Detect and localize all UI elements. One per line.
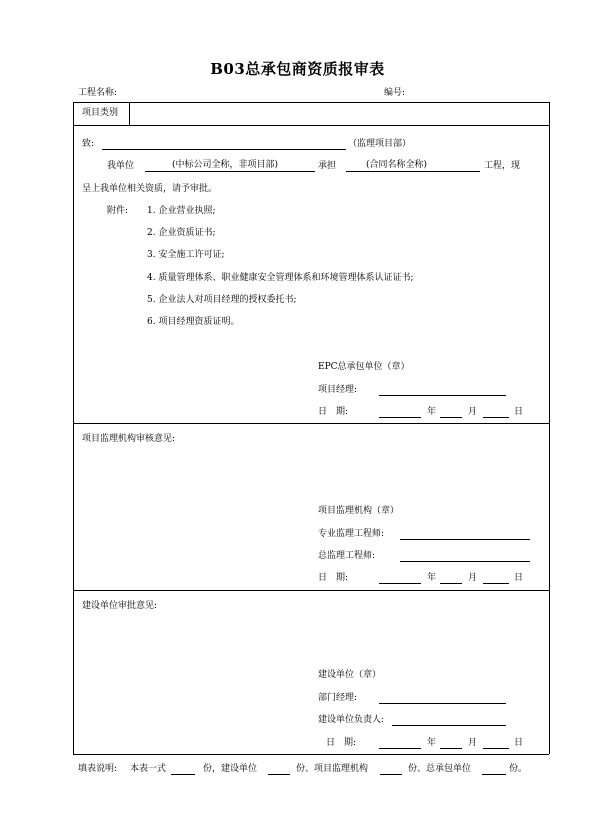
project-manager-label: 项目经理: [318, 385, 358, 395]
supervision-label: （监理项目部） [348, 139, 412, 149]
our-unit-hint: (中标公司全称，非项目部) [172, 160, 279, 170]
date-label: 日 期: [318, 573, 349, 583]
month-label: 月 [468, 573, 478, 583]
epc-unit-seal-label: EPC总承包单位（章） [318, 362, 410, 372]
contractor-copies-field[interactable] [482, 774, 506, 775]
our-unit-field[interactable] [145, 171, 315, 172]
year-field[interactable] [379, 748, 421, 749]
footer-owner-copies: 份，建设单位 [203, 764, 258, 774]
month-label: 月 [468, 407, 478, 417]
owner-seal-label: 建设单位（章） [318, 670, 382, 680]
footer-contractor-copies: 份、总承包单位 [408, 764, 472, 774]
professional-engineer-field[interactable] [400, 539, 530, 540]
footer-copies-total: 本表一式 [130, 764, 167, 774]
day-field[interactable] [483, 748, 509, 749]
month-label: 月 [468, 738, 478, 748]
supervision-copies-field[interactable] [380, 774, 402, 775]
attachment-item: 6. 项目经理资质证明。 [147, 317, 240, 327]
owner-head-field[interactable] [392, 725, 506, 726]
attachment-item: 5. 企业法人对项目经理的授权委托书; [147, 295, 297, 305]
month-field[interactable] [440, 417, 462, 418]
date-label: 日 期: [326, 738, 357, 748]
attachment-item: 1. 企业营业执照; [147, 206, 216, 216]
contract-hint: (合同名称全称) [366, 160, 428, 170]
date-label: 日 期: [318, 407, 349, 417]
dept-manager-field[interactable] [379, 703, 506, 704]
number-label: 编号: [384, 88, 406, 98]
dept-manager-label: 部门经理: [318, 693, 358, 703]
owner-head-label: 建设单位负责人: [318, 715, 385, 725]
category-label: 项目类别 [82, 108, 119, 118]
category-value-field[interactable] [130, 103, 548, 124]
chief-engineer-label: 总监理工程师: [318, 551, 376, 561]
month-field[interactable] [440, 748, 462, 749]
our-unit-label: 我单位 [107, 161, 135, 171]
month-field[interactable] [440, 583, 462, 584]
project-suffix: 工程，现 [484, 161, 521, 171]
owner-opinion-field[interactable] [80, 615, 540, 663]
day-label: 日 [514, 738, 524, 748]
supervision-opinion-label: 项目监理机构审核意见: [82, 434, 176, 444]
supervision-opinion-field[interactable] [80, 448, 540, 498]
attachment-item: 2. 企业资质证书; [147, 228, 216, 238]
chief-engineer-field[interactable] [400, 561, 530, 562]
project-name-label: 工程名称: [78, 88, 118, 98]
owner-opinion-label: 建设单位审批意见: [82, 601, 158, 611]
day-label: 日 [514, 573, 524, 583]
footer-end: 份。 [509, 764, 528, 774]
year-field[interactable] [379, 583, 421, 584]
form-title: B03总承包商资质报审表 [210, 60, 385, 78]
attachment-item: 3. 安全施工许可证; [147, 250, 225, 260]
footer-supervision-copies: 份、项目监理机构 [296, 764, 369, 774]
day-field[interactable] [483, 583, 509, 584]
footer-note-label: 填表说明: [78, 764, 118, 774]
undertake-label: 承担 [318, 161, 337, 171]
day-label: 日 [514, 407, 524, 417]
supervision-name-field[interactable] [102, 149, 346, 150]
year-label: 年 [427, 573, 437, 583]
copies-total-field[interactable] [171, 774, 195, 775]
year-label: 年 [427, 738, 437, 748]
year-field[interactable] [379, 417, 421, 418]
year-label: 年 [427, 407, 437, 417]
submission-text: 呈上我单位相关资质，请予审批。 [82, 184, 218, 194]
contract-name-field[interactable] [346, 171, 480, 172]
project-manager-field[interactable] [379, 395, 506, 396]
attachments-label: 附件: [107, 206, 129, 216]
owner-copies-field[interactable] [268, 774, 290, 775]
professional-engineer-label: 专业监理工程师: [318, 529, 385, 539]
day-field[interactable] [483, 417, 509, 418]
to-label: 致: [82, 139, 95, 149]
supervision-org-seal-label: 项目监理机构（章） [318, 506, 400, 516]
attachment-item: 4. 质量管理体系、职业健康安全管理体系和环境管理体系认证证书; [147, 273, 414, 283]
